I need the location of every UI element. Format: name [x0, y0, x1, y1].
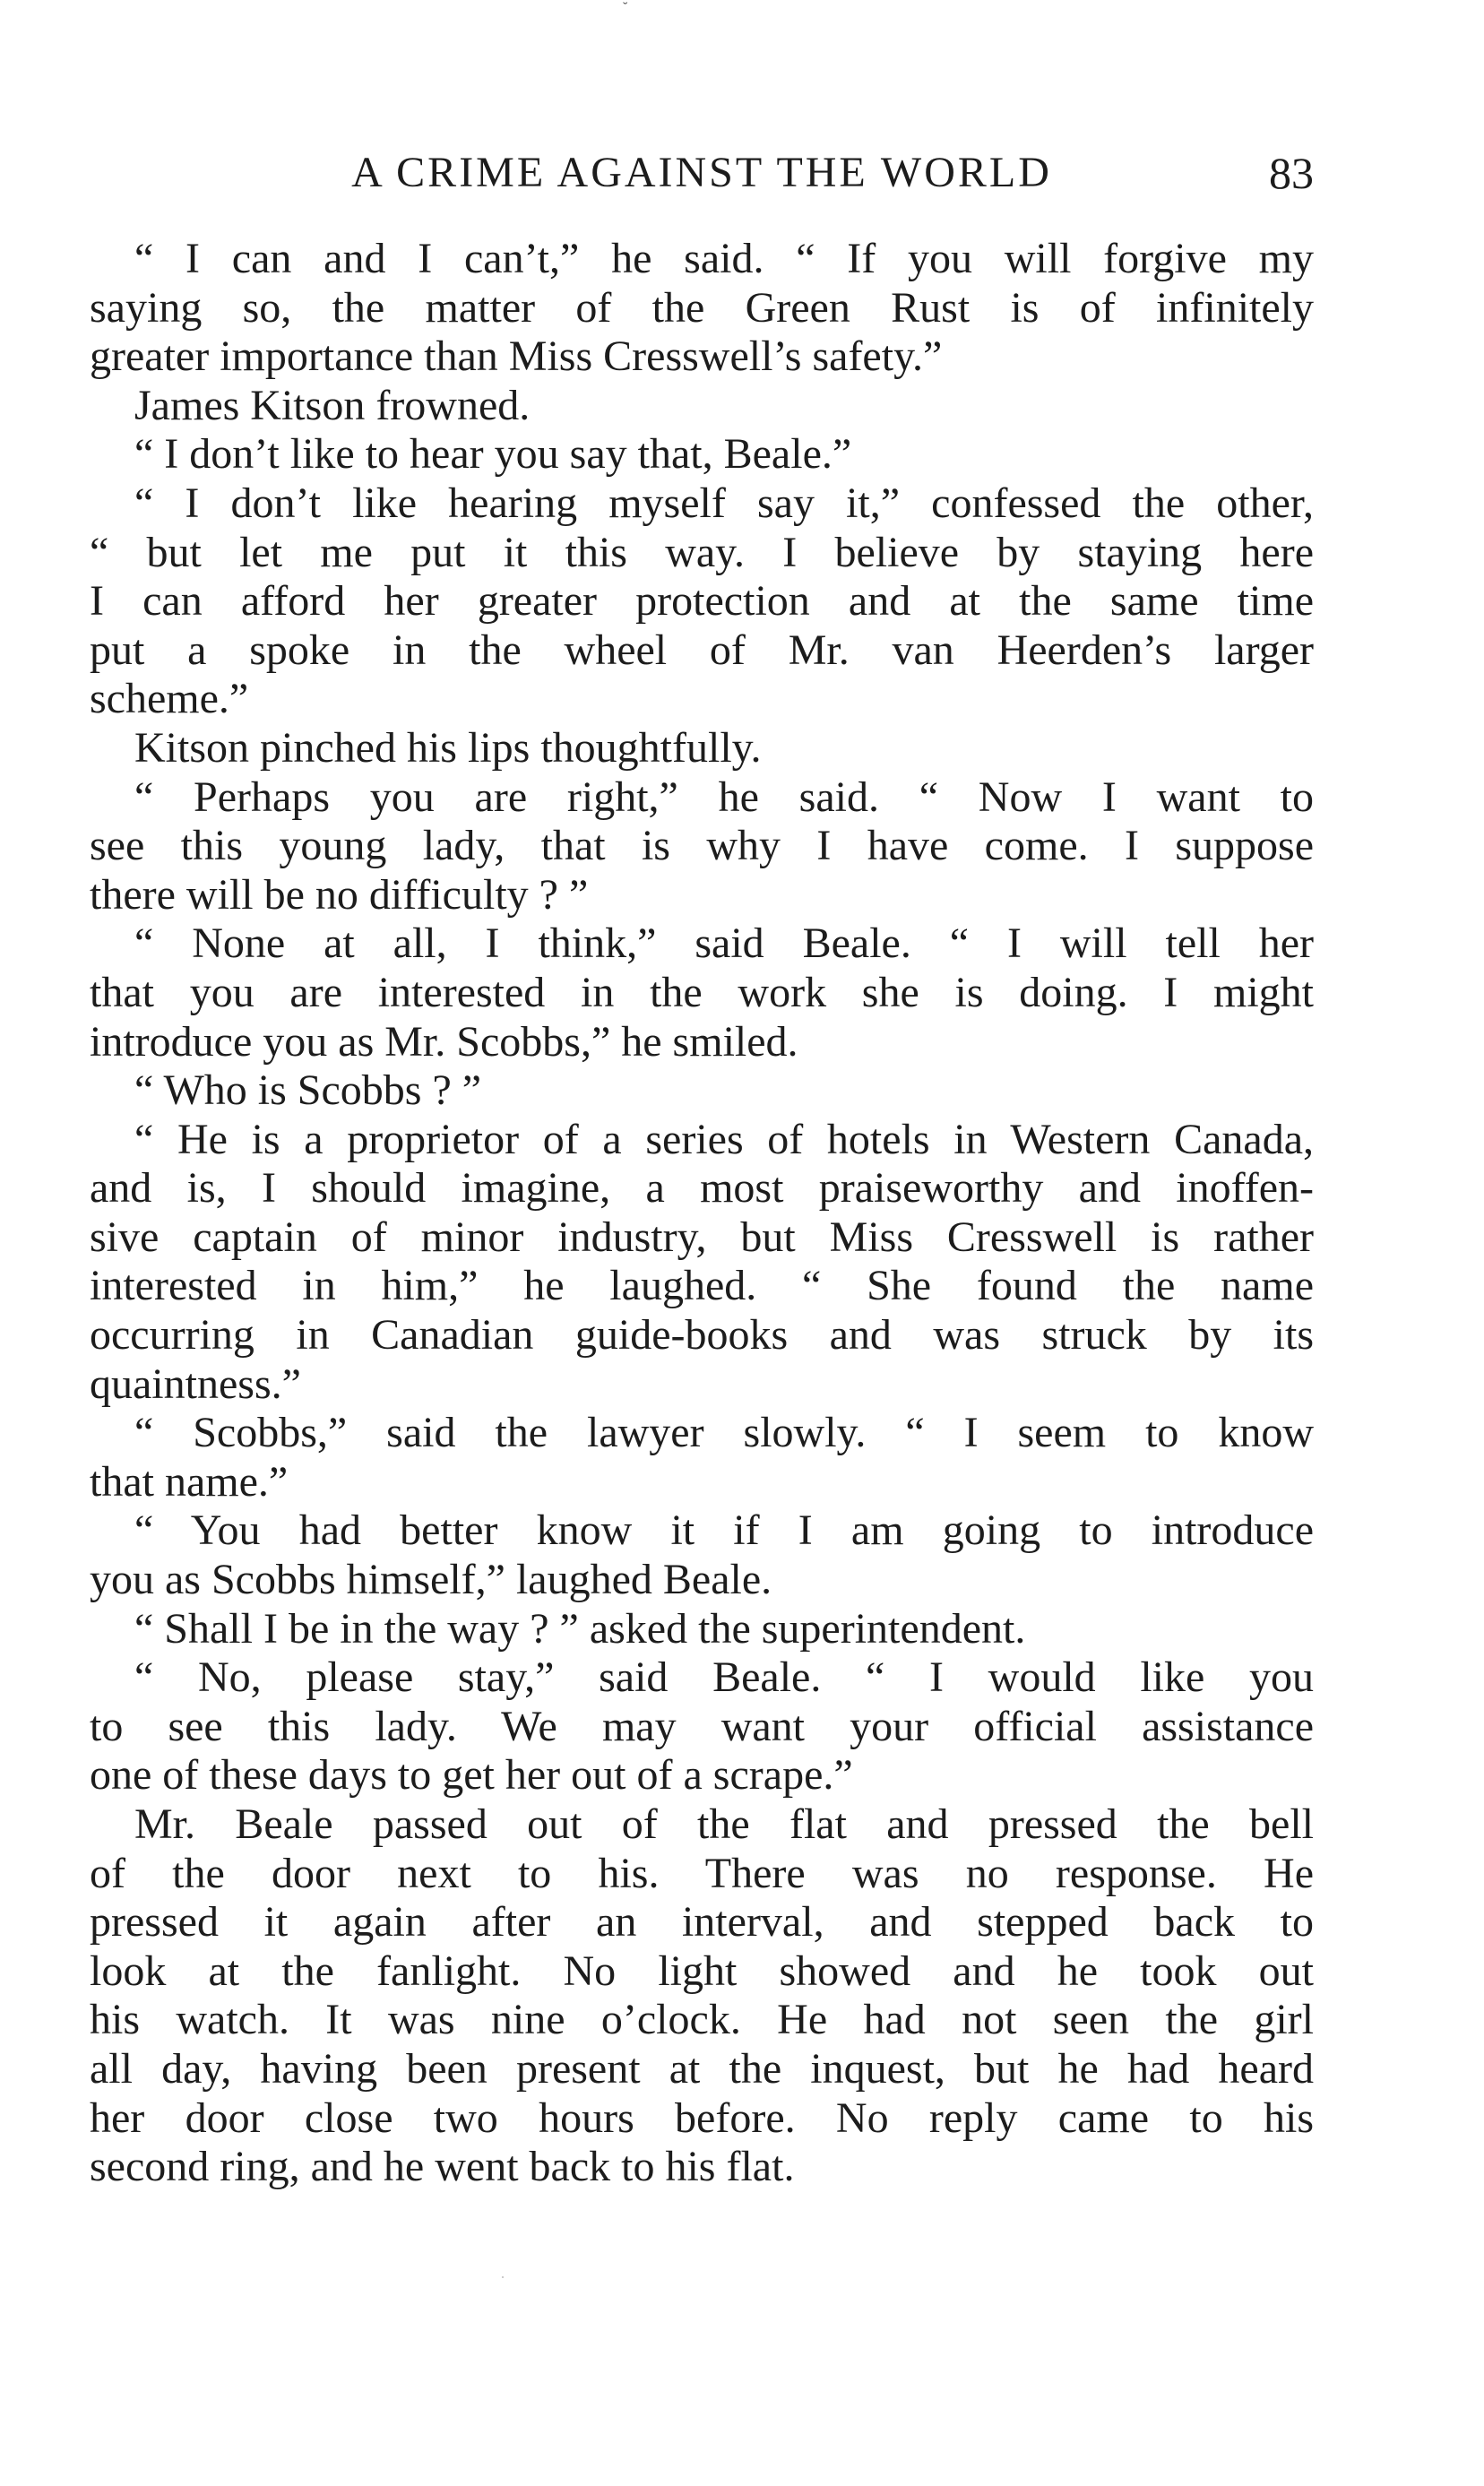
text-line: you as Scobbs himself,” laughed Beale. — [90, 1556, 772, 1604]
text-line: see this young lady, that is why I have come. I suppose — [90, 822, 1314, 870]
text-line: “ but let me put it this way. I believe by staying here — [90, 528, 1314, 576]
running-head: A CRIME AGAINST THE WORLD — [351, 149, 1052, 196]
text-line: pressed it again after an interval, and stepped back to — [90, 1898, 1314, 1947]
text-line: quaintness.” — [90, 1360, 301, 1408]
text-line: his watch. It was nine o’clock. He had not seen the girl — [90, 1996, 1314, 2044]
text-line: “ I don’t like hearing myself say it,” confessed the other, — [134, 479, 1314, 527]
text-line: of the door next to his. There was no response. He — [90, 1849, 1314, 1897]
text-line: and is, I should imagine, a most praiseworthy and inoffen- — [90, 1164, 1314, 1213]
text-line: saying so, the matter of the Green Rust is of infinitely — [90, 283, 1314, 332]
text-line: all day, having been present at the inquest, but he had heard — [90, 2044, 1314, 2093]
text-line: “ Perhaps you are right,” he said. “ Now I want to — [134, 773, 1314, 821]
text-line: “ You had better know it if I am going to introduce — [134, 1506, 1314, 1555]
text-line: that name.” — [90, 1457, 289, 1506]
text-line: “ He is a proprietor of a series of hotels in Western Canada, — [134, 1115, 1314, 1163]
text-line: there will be no difficulty ? ” — [90, 870, 589, 919]
text-line: “ I don’t like to hear you say that, Beale.” — [134, 430, 852, 479]
text-line: occurring in Canadian guide-books and was struck by its — [90, 1311, 1314, 1360]
text-line: “ Scobbs,” said the lawyer slowly. “ I seem to know — [134, 1409, 1314, 1457]
text-line: one of these days to get her out of a scrape.” — [90, 1751, 853, 1800]
text-line: look at the fanlight. No light showed and he took out — [90, 1947, 1314, 1995]
text-line: put a spoke in the wheel of Mr. van Heerden’s larger — [90, 626, 1314, 674]
scan-artifact-mark: ˘ — [623, 0, 628, 15]
page-header — [90, 142, 1314, 204]
text-line: “ None at all, I think,” said Beale. “ I will tell her — [134, 919, 1314, 968]
text-line: James Kitson frowned. — [134, 381, 531, 429]
text-line: “ Who is Scobbs ? ” — [134, 1066, 482, 1115]
text-line: greater importance than Miss Cresswell’s safety.” — [90, 332, 943, 381]
text-line: I can afford her greater protection and at the same time — [90, 577, 1314, 626]
text-line: her door close two hours before. No reply came to his — [90, 2093, 1314, 2142]
body-text — [90, 235, 1314, 2192]
text-line: Kitson pinched his lips thoughtfully. — [134, 723, 762, 772]
text-line: scheme.” — [90, 675, 249, 723]
page-number: 83 — [1269, 148, 1314, 198]
text-line: “ Shall I be in the way ? ” asked the superintendent. — [134, 1604, 1026, 1653]
text-line: sive captain of minor industry, but Miss Cresswell is rather — [90, 1213, 1314, 1261]
scan-speck — [502, 2276, 504, 2278]
text-line: second ring, and he went back to his flat. — [90, 2143, 795, 2191]
text-line: “ I can and I can’t,” he said. “ If you will forgive my — [134, 235, 1314, 282]
text-line: Mr. Beale passed out of the flat and pressed the bell — [134, 1800, 1314, 1848]
text-line: “ No, please stay,” said Beale. “ I would like you — [134, 1653, 1314, 1702]
text-line: introduce you as Mr. Scobbs,” he smiled. — [90, 1017, 798, 1066]
text-line: interested in him,” he laughed. “ She found the name — [90, 1262, 1314, 1310]
text-line: that you are interested in the work she is doing. I might — [90, 968, 1314, 1016]
text-line: to see this lady. We may want your official assistance — [90, 1702, 1314, 1750]
